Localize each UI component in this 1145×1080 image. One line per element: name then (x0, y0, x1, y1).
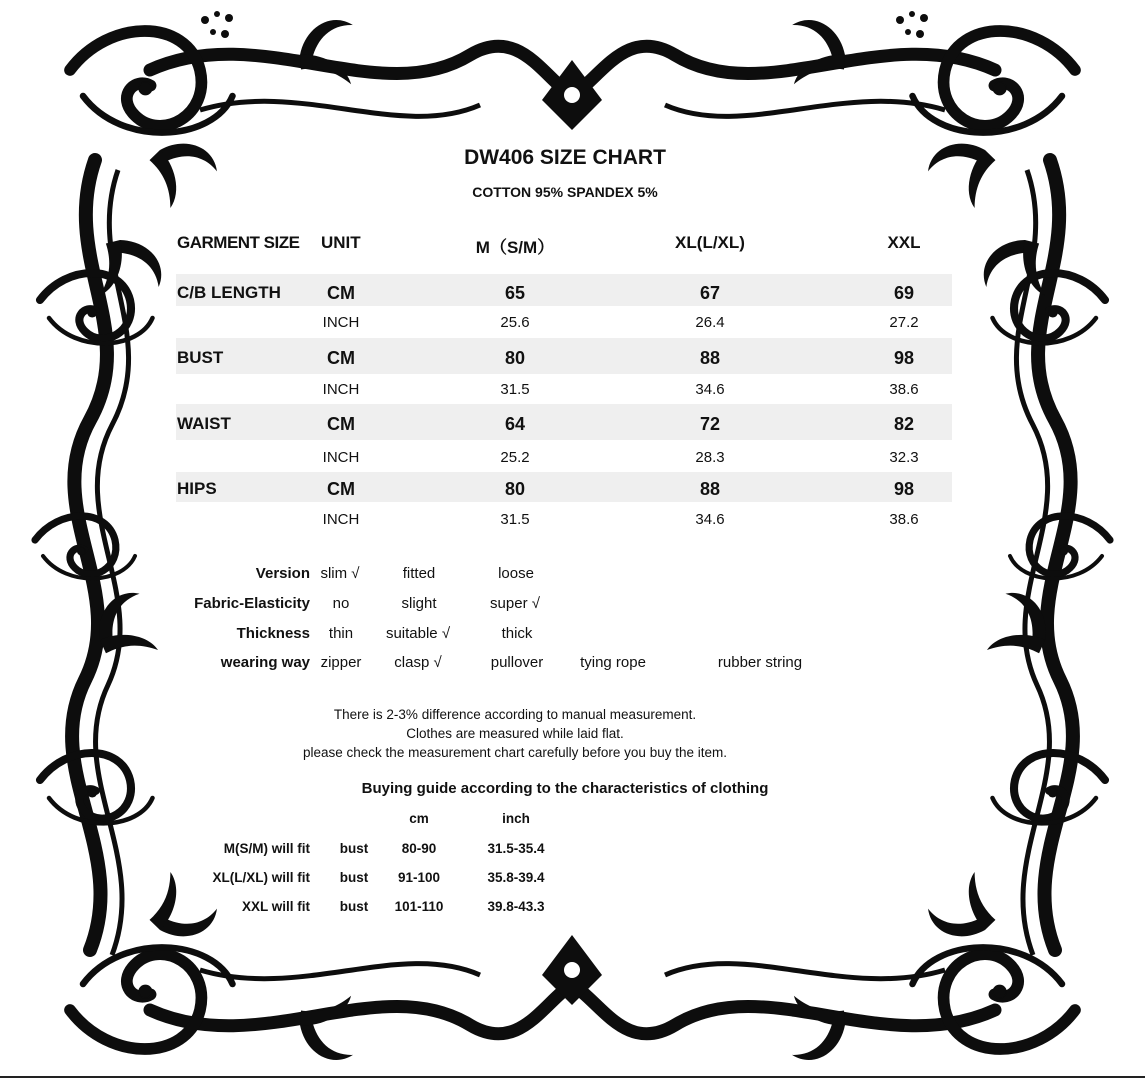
unit-cell: INCH (322, 449, 360, 466)
note-line: Clothes are measured while laid flat. (406, 726, 624, 741)
attr-option: no (332, 595, 350, 612)
table-row-label: C/B LENGTH (177, 283, 281, 302)
unit-cell: INCH (322, 381, 360, 398)
value-cell: 88 (699, 348, 721, 368)
chart-title: DW406 SIZE CHART (464, 146, 666, 169)
value-cell: 65 (504, 283, 526, 303)
unit-cell: CM (327, 348, 355, 368)
value-cell: 82 (893, 414, 915, 434)
attr-label-wearing-way: wearing way (220, 654, 310, 671)
attr-option: fitted (402, 565, 436, 582)
table-row-label: WAIST (177, 414, 231, 433)
header-size-xl: XL(L/XL) (675, 233, 745, 252)
attr-option: loose (498, 565, 534, 582)
value-cell: 26.4 (695, 314, 725, 331)
attr-option: slight (401, 595, 437, 612)
header-unit: UNIT (321, 233, 361, 252)
attr-option: rubber string (717, 654, 803, 671)
guide-cm: 91-100 (397, 870, 441, 885)
value-cell: 88 (699, 479, 721, 499)
value-cell: 28.3 (695, 449, 725, 466)
row-shade (176, 274, 952, 306)
attr-option: thin (328, 625, 354, 642)
unit-cell: INCH (322, 314, 360, 331)
value-cell: 98 (893, 479, 915, 499)
value-cell: 31.5 (500, 511, 530, 528)
guide-size: XL(L/XL) will fit (212, 870, 310, 885)
header-size-xxl: XXL (887, 233, 921, 252)
unit-cell: CM (327, 414, 355, 434)
guide-col-inch: inch (502, 811, 530, 826)
row-shade (176, 472, 952, 502)
value-cell: 64 (504, 414, 526, 434)
guide-inch: 31.5-35.4 (487, 841, 545, 856)
attr-option: suitable √ (385, 625, 451, 642)
header-size-m: M（S/M） (475, 238, 555, 257)
value-cell: 72 (699, 414, 721, 434)
value-cell: 34.6 (695, 381, 725, 398)
attr-option: tying rope (580, 654, 646, 671)
attr-option: super √ (490, 595, 540, 612)
attr-option: clasp √ (394, 654, 442, 671)
value-cell: 34.6 (695, 511, 725, 528)
value-cell: 25.6 (500, 314, 530, 331)
guide-inch: 39.8-43.3 (487, 899, 545, 914)
guide-cm: 80-90 (401, 841, 437, 856)
attr-option: pullover (490, 654, 544, 671)
attr-label-thickness: Thickness (236, 625, 310, 642)
buying-guide-title: Buying guide according to the characteristics of clothing (361, 780, 769, 797)
guide-size: M(S/M) will fit (223, 841, 310, 856)
guide-size: XXL will fit (241, 899, 310, 914)
value-cell: 25.2 (500, 449, 530, 466)
header-garment-size: GARMENT SIZE (177, 233, 300, 252)
guide-cm: 101-110 (394, 899, 444, 914)
bottom-border-line (0, 1076, 1145, 1078)
value-cell: 80 (504, 479, 526, 499)
unit-cell: CM (327, 479, 355, 499)
unit-cell: INCH (322, 511, 360, 528)
attr-label-elasticity: Fabric-Elasticity (194, 595, 310, 612)
value-cell: 98 (893, 348, 915, 368)
value-cell: 38.6 (889, 511, 919, 528)
value-cell: 67 (699, 283, 721, 303)
guide-part: bust (339, 899, 369, 914)
attr-label-version: Version (255, 565, 310, 582)
unit-cell: CM (327, 283, 355, 303)
guide-inch: 35.8-39.4 (487, 870, 545, 885)
note-line: There is 2-3% difference according to manual measurement. (333, 707, 697, 722)
note-line: please check the measurement chart carefully before you buy the item. (303, 745, 727, 760)
value-cell: 38.6 (889, 381, 919, 398)
table-row-label: BUST (177, 348, 224, 367)
attr-option: zipper (320, 654, 362, 671)
attr-option: thick (501, 625, 533, 642)
value-cell: 32.3 (889, 449, 919, 466)
value-cell: 27.2 (889, 314, 919, 331)
value-cell: 80 (504, 348, 526, 368)
value-cell: 31.5 (500, 381, 530, 398)
table-row-label: HIPS (177, 479, 217, 498)
guide-part: bust (339, 841, 369, 856)
material-composition: COTTON 95% SPANDEX 5% (472, 184, 658, 200)
row-shade (176, 338, 952, 374)
row-shade (176, 404, 952, 440)
guide-part: bust (339, 870, 369, 885)
value-cell: 69 (893, 283, 915, 303)
guide-col-cm: cm (409, 811, 429, 826)
attr-option: slim √ (320, 565, 360, 582)
